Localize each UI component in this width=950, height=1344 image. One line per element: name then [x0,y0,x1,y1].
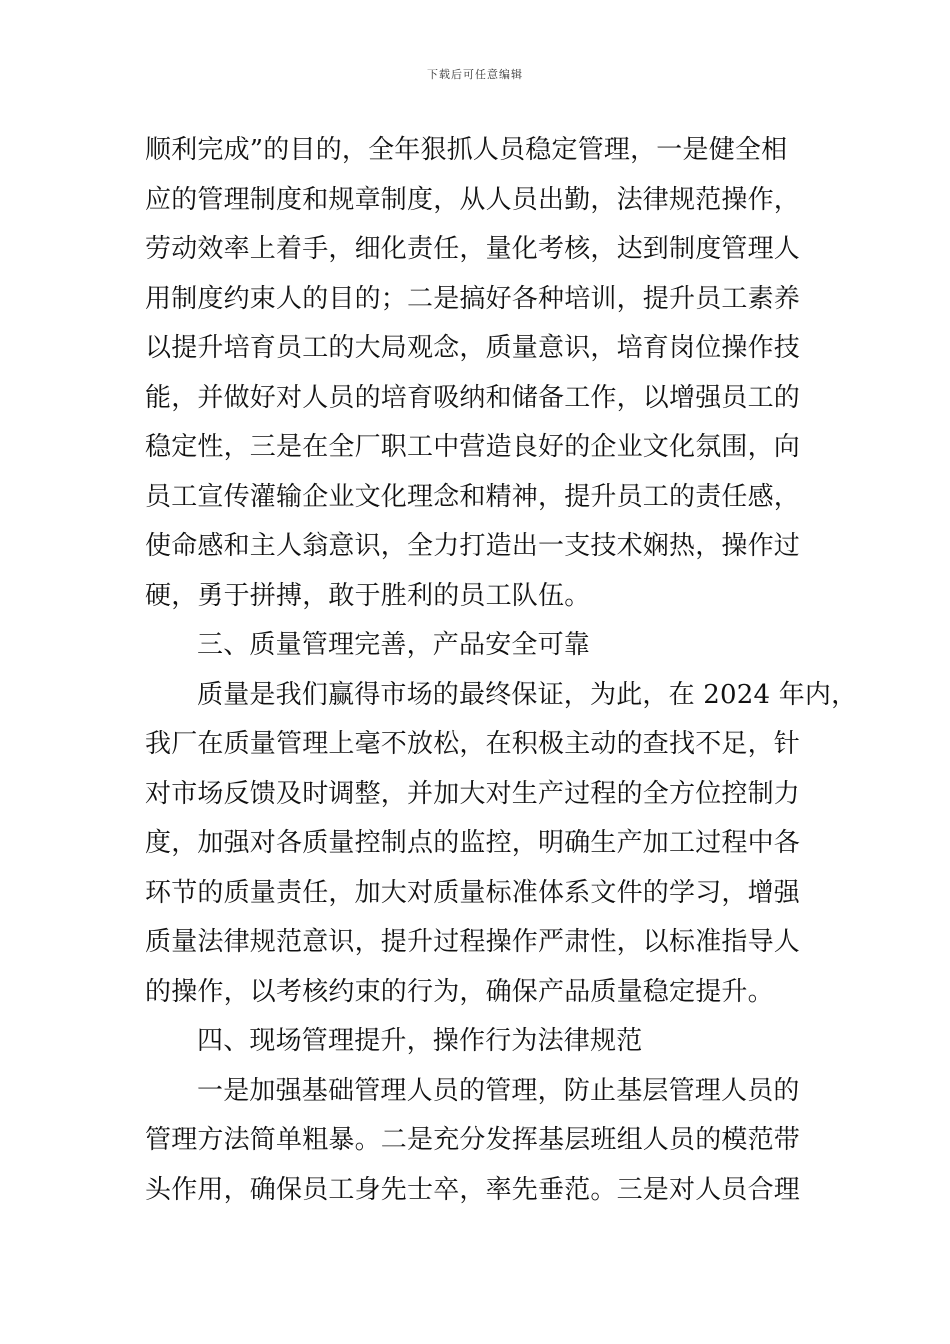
text-line: 一是加强基础管理人员的管理，防止基层管理人员的 [197,1075,800,1106]
text-line: 度，加强对各质量控制点的监控，明确生产加工过程中各 [145,828,801,858]
text-line: 使命感和主人翁意识，全力打造出一支技术娴热，操作过 [145,531,801,561]
text-line: 能，并做好对人员的培育吸纳和储备工作，以增强员工的 [145,382,801,413]
text-line: 管理方法简单粗暴。二是充分发挥基层班组人员的模范带 [145,1125,801,1155]
text-line: 质量是我们赢得市场的最终保证，为此，在 2024 年内， [197,679,858,710]
text-line: 用制度约束人的目的；二是搞好各种培训，提升员工素养 [145,283,801,314]
text-line: 员工宣传灌输企业文化理念和精神，提升员工的责任感， [145,481,801,512]
text-line: 质量法律规范意识，提升过程操作严肃性，以标准指导人 [145,927,801,957]
header-note: 下载后可任意编辑 [427,68,523,81]
text-line: 我厂在质量管理上毫不放松，在积极主动的查找不足，针 [145,729,801,759]
text-line: 顺利完成”的目的，全年狠抓人员稳定管理，一是健全相 [145,135,788,165]
section-heading: 四、现场管理提升，操作行为法律规范 [197,1026,643,1056]
section-heading: 三、质量管理完善，产品安全可靠 [197,630,591,660]
body-text [145,126,858,1215]
text-line: 对市场反馈及时调整，并加大对生产过程的全方位控制力 [145,778,801,809]
text-line: 以提升培育员工的大局观念，质量意识，培育岗位操作技 [145,333,801,363]
text-line: 的操作，以考核约束的行为，确保产品质量稳定提升。 [145,976,774,1007]
text-line: 环节的质量责任，加大对质量标准体系文件的学习，增强 [145,877,801,908]
text-line: 稳定性，三是在全厂职工中营造良好的企业文化氛围，向 [145,432,801,462]
text-line: 应的管理制度和规章制度，从人员出勤，法律规范操作， [145,184,801,215]
text-line: 头作用，确保员工身先士卒，率先垂范。三是对人员合理 [145,1174,801,1205]
text-line: 劳动效率上着手，细化责任，量化考核，达到制度管理人 [145,234,801,264]
text-line: 硬，勇于拼搏，敢于胜利的员工队伍。 [145,580,591,611]
